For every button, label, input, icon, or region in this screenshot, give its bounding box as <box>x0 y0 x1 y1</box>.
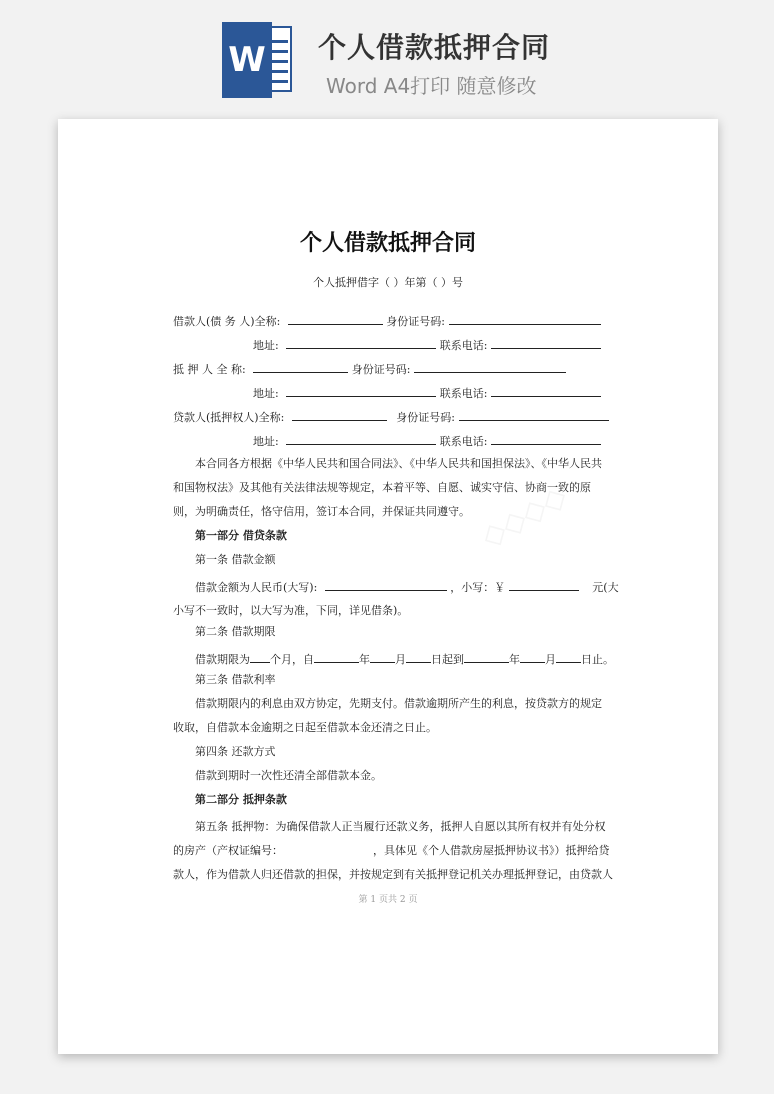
article5-line2: 的房产（产权证编号： ，具体见《个人借款房屋抵押协议书》）抵押给贷 <box>173 844 610 857</box>
article1-amount-row: 借款金额为人民币(大写): ，小写：￥ 元(大 <box>195 578 619 595</box>
address-label: 地址: <box>253 339 279 352</box>
borrower-address-row <box>253 336 601 353</box>
watermark: ◇◇◇◇ <box>475 478 573 555</box>
mortgagor-label: 抵 押 人 全 称: <box>173 363 246 376</box>
amount-figure-field[interactable] <box>509 578 579 591</box>
address-label: 地址: <box>253 387 279 400</box>
phone-label: 联系电话: <box>439 387 488 400</box>
contract-number-line: 个人抵押借字（ ）年第（ ）号 <box>313 276 463 289</box>
mortgagor-name-field[interactable] <box>253 360 348 373</box>
id-label: 身份证号码: <box>396 411 456 424</box>
document-page <box>58 119 718 1054</box>
mortgagor-address-field[interactable] <box>286 384 436 397</box>
id-label: 身份证号码: <box>351 363 411 376</box>
lender-address-field[interactable] <box>286 432 436 445</box>
id-label: 身份证号码: <box>386 315 446 328</box>
article5-line1: 第五条 抵押物：为确保借款人正当履行还款义务，抵押人自愿以其所有权并有处分权 <box>195 820 606 833</box>
amount-uppercase-field[interactable] <box>325 578 447 591</box>
term-months-field[interactable] <box>250 650 270 663</box>
lender-address-row <box>253 432 601 449</box>
intro-paragraph: 本合同各方根据《中华人民共和国合同法》、《中华人民共和国担保法》、《中华人民共和国物权法》及其他有关法律法规等规定，本着平等、自愿、诚实守信、协商一致的原则，为明确责任，恪守信用，签订本合同，并保证共同遵守。 <box>173 457 602 518</box>
borrower-phone-field[interactable] <box>491 336 601 349</box>
article3-body: 借款期限内的利息由双方协定，先期支付。借款逾期所产生的利息，按贷款方的规定收取，自借款本金逾期之日起至借款本金还清之日止。 <box>173 697 602 734</box>
start-day-field[interactable] <box>406 650 431 663</box>
borrower-id-field[interactable] <box>449 312 601 325</box>
article1-title: 第一条 借款金额 <box>195 553 276 566</box>
banner-title: 个人借款抵押合同 <box>318 31 551 64</box>
phone-label: 联系电话: <box>439 435 488 448</box>
borrower-address-field[interactable] <box>286 336 436 349</box>
article2-term-row: 借款期限为 个月，自 年 月 日起到 年 月 日止。 <box>195 650 614 667</box>
page-footer: 第 1 页共 2 页 <box>358 895 418 905</box>
start-year-field[interactable] <box>314 650 359 663</box>
start-month-field[interactable] <box>370 650 395 663</box>
mortgagor-address-row <box>253 384 601 401</box>
borrower-name-field[interactable] <box>288 312 383 325</box>
document-title: 个人借款抵押合同 <box>299 231 476 256</box>
mortgagor-phone-field[interactable] <box>491 384 601 397</box>
lender-phone-field[interactable] <box>491 432 601 445</box>
part1-heading: 第一部分 借贷条款 <box>195 529 287 542</box>
phone-label: 联系电话: <box>439 339 488 352</box>
end-year-field[interactable] <box>464 650 509 663</box>
header-banner <box>0 0 774 110</box>
lender-name-field[interactable] <box>292 408 387 421</box>
article4-title: 第四条 还款方式 <box>195 745 276 758</box>
word-icon-letter: W <box>222 22 272 98</box>
end-month-field[interactable] <box>520 650 545 663</box>
mortgagor-row <box>173 360 566 377</box>
article2-title: 第二条 借款期限 <box>195 625 276 638</box>
borrower-label: 借款人(债 务 人)全称: <box>173 315 281 328</box>
end-day-field[interactable] <box>556 650 581 663</box>
article3-title: 第三条 借款利率 <box>195 673 276 686</box>
article4-body: 借款到期时一次性还清全部借款本金。 <box>195 769 382 782</box>
address-label: 地址: <box>253 435 279 448</box>
lender-id-field[interactable] <box>459 408 609 421</box>
mortgagor-id-field[interactable] <box>414 360 566 373</box>
borrower-row <box>173 312 601 329</box>
lender-label: 贷款人(抵押权人)全称: <box>173 411 285 424</box>
article5-line3: 款人，作为借款人归还借款的担保，并按规定到有关抵押登记机关办理抵押登记，由贷款人 <box>173 868 613 881</box>
lender-row <box>173 408 609 425</box>
banner-subtitle: Word A4打印 随意修改 <box>326 74 537 98</box>
article1-note: 小写不一致时，以大写为准，下同，详见借条)。 <box>173 604 409 617</box>
part2-heading: 第二部分 抵押条款 <box>195 793 287 806</box>
word-document-icon <box>222 22 294 98</box>
